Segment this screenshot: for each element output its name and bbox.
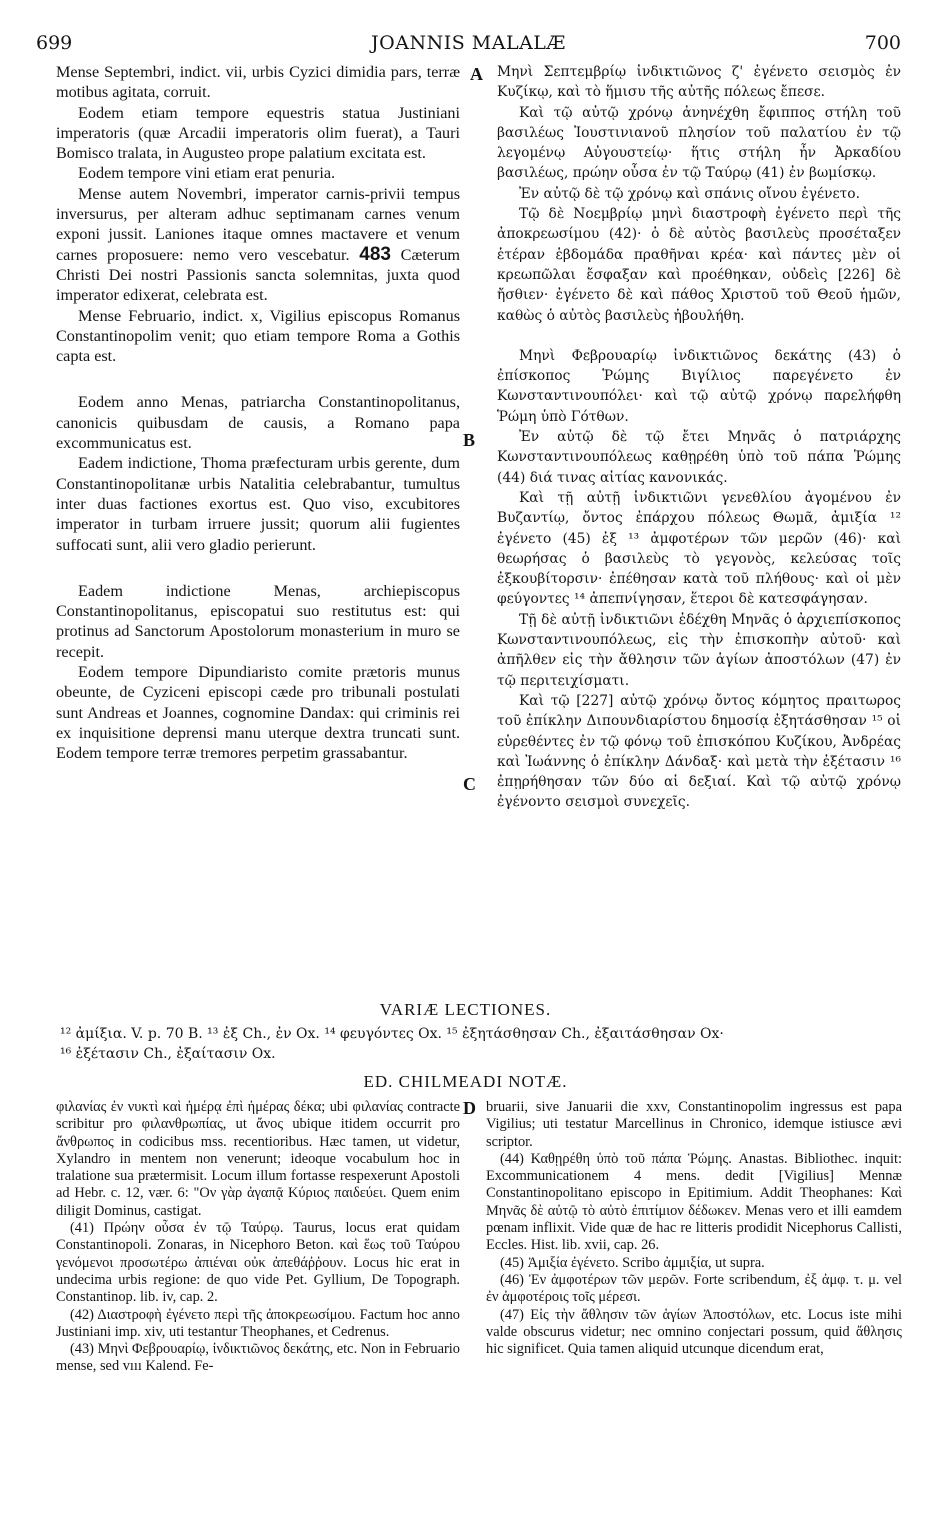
greek-paragraph: Καὶ τῇ αὐτῇ ἰνδικτιῶνι γενεθλίου ἀγομένου ἐν Βυζαντίῳ, ὄντος ἐπάρχου πόλεως Θωμᾶ, ἀμιξία ¹² ἐγένετο (45) ἐξ ¹³ ἀμφοτέρων τῶν μερῶν (46)· καὶ θεωρήσας ὁ βασιλεὺς τὸ γεγονὸς, κελεύσας τοῖς ἐξκουβίτορσιν· ἐπέθησαν κατὰ τοῦ πλήθους· καὶ οἱ μὲν φεύγοντες ¹⁴ ἀπεπνίγησαν, ἕτεροι δὲ κατεσφάγησαν.	[497, 489, 901, 608]
notes-right-column	[486, 1099, 902, 1358]
margin-marker-c: C	[463, 774, 476, 794]
latin-paragraph: Eodem tempore vini etiam erat penuria.	[78, 164, 336, 183]
greek-paragraph: Μηνὶ Σεπτεμβρίῳ ἰνδικτιῶνος ζ' ἐγένετο σεισμὸς ἐν Κυζίκῳ, καὶ τὸ ἥμισυ τῆς αὐτῆς πόλεως ἔπεσε.	[497, 64, 901, 101]
page-number-left: 699	[36, 32, 73, 54]
page-header	[36, 22, 901, 54]
greek-paragraph: Καὶ τῷ [227] αὐτῷ χρόνῳ ὄντος κόμητος πραιτωρος τοῦ ἐπίκλην Διπουνδιαρίστου δημοσίᾳ ἐξητάσθησαν ¹⁵ οἱ εὑρεθέντες ἐν τῷ φόνῳ τοῦ ἐπισκόπου Κυζίκου, Ἀνδρέας καὶ Ἰωάννης ὁ ἐπίκλην Δάνδαξ· καὶ μετὰ τὴν ἐξέτασιν ¹⁶ ἐπῃρήθησαν τῶν δύο αἱ δεξιαί. Καὶ τῷ αὐτῷ χρόνῳ ἐγένοντο σεισμοὶ συνεχεῖς.	[497, 692, 901, 811]
greek-paragraph: Μηνὶ Φεβρουαρίῳ ἰνδικτιῶνος δεκάτης (43) ὁ ἐπίσκοπος Ῥώμης Βιγίλιος παρεγένετο ἐν Κωνσταντινουπόλει· καὶ τῷ αὐτῷ χρόνῳ παρελήφθη Ῥώμη ὑπὸ Γότθων.	[497, 347, 901, 425]
variae-lectiones-text	[60, 1024, 900, 1064]
margin-marker-d: D	[463, 1098, 476, 1118]
latin-paragraph: Eodem tempore Dipundiaristo comite prætoris munus obeunte, de Cyziceni episcopi cæde pro tribunali postulati sunt Andreas et Joannes, cognomine Dandax: qui criminis rei ex inquisitione deprensi manu uterque dextra truncati sunt. Eodem tempore terræ tremores perpetim grassabantur.	[56, 663, 460, 763]
notes-left-column	[56, 1099, 460, 1376]
latin-paragraph: Eodem anno Menas, patriarcha Constantinopolitanus, canonicis quibusdam de causis, a Romano papa excommunicatus est.	[56, 393, 460, 453]
note-paragraph: bruarii, sive Januarii die xxv, Constantinopolim ingressus est papa Vigilius; uti testatur Marcellinus in Chronico, idemque istiusce ævi scriptor.	[486, 1099, 902, 1150]
note-paragraph: (46) Ἐν ἀμφοτέρων τῶν μερῶν. Forte scribendum, ἐξ ἀμφ. τ. μ. vel ἐν ἀμφοτέροις τοῖς μέρεσι.	[486, 1271, 902, 1306]
greek-text-column	[497, 62, 901, 813]
note-paragraph: (45) Ἀμιξία ἐγένετο. Scribo ἀμμιξία, ut supra.	[500, 1254, 765, 1271]
note-paragraph: (47) Εἰς τὴν ἄθλησιν τῶν ἁγίων Ἀποστόλων, etc. Locus iste mihi valde obscurus videtur; nec omnino conjectari possum, quid ἄθλησις hic significet. Quia tamen aliquid utcunque dicendum erat,	[486, 1306, 902, 1358]
variae-line: ¹² ἀμίξια. V. p. 70 B. ¹³ ἐξ Ch., ἐν Ox. ¹⁴ φευγόντες Ox. ¹⁵ ἐξητάσθησαν Ch., ἐξαιτάσθησαν Ox·	[60, 1026, 724, 1042]
greek-paragraph: Ἐν αὐτῷ δὲ τῷ ἔτει Μηνᾶς ὁ πατριάρχης Κωνσταντινουπόλεως καθῃρέθη ὑπὸ τοῦ πάπα Ῥώμης (44) διά τινας αἰτίας κανονικάς.	[497, 429, 901, 486]
latin-paragraph: Mense Septembri, indict. vii, urbis Cyzici dimidia pars, terræ motibus agitata, corruit.	[56, 63, 460, 102]
latin-paragraph: Eadem indictione Menas, archiepiscopus Constantinopolitanus, episcopatui suo restitutus est: qui protinus ad Sanctorum Apostolorum monasterium in muro se recepit.	[56, 581, 460, 661]
running-title: JOANNIS MALALÆ	[371, 32, 566, 54]
latin-paragraph: Eadem indictione, Thoma præfecturam urbis gerente, dum Constantinopolitanæ urbis Natalitia celebrabantur, tumultus inter duas factiones exortus est. Quo viso, excubitores imperator in turbam irruere jussit; quorum alii fugientes suffocati sunt, alii vero gladio perierunt.	[56, 454, 460, 554]
variae-line: ¹⁶ ἐξέτασιν Ch., ἐξαίτασιν Ox.	[60, 1046, 276, 1062]
note-paragraph: φιλανίας ἐν νυκτὶ καὶ ἡμέρᾳ ἐπὶ ἡμέρας δέκα; ubi φιλανίας contracte scribitur pro φιλανθρωπίας, ut ἄνος ubique itidem occurrit pro ἄνθρωπος in codicibus mss. recentioribus. Hæc tamen, ut videtur, Xylandro in mentem non venerunt; ideoque vocabulum hoc in tralatione sua prætermisit. Locum illum fortasse respexerunt Apostoli ad Hebr. c. 12, vær. 6: "Ον γὰρ ἀγαπᾷ Κύριος παιδεύει. Quem enim diligit Dominus, castigat.	[56, 1099, 460, 1219]
variae-lectiones-title: VARIÆ LECTIONES.	[379, 1000, 552, 1019]
latin-paragraph: Mense Februario, indict. x, Vigilius episcopus Romanus Constantinopolim venit; quo etiam tempore Roma a Gothis capta est.	[56, 306, 460, 366]
latin-paragraph: Eodem etiam tempore equestris statua Justiniani imperatoris (quæ Arcadii imperatoris olim fuerat), a Tauri Bomisco tralata, in Augusteo prope palatium excitata est.	[56, 103, 460, 163]
latin-translation-column	[56, 62, 460, 764]
latin-paragraph	[56, 184, 460, 306]
note-paragraph: (42) Διαστροφὴ ἐγένετο περὶ τῆς ἀποκρεωσίμου. Factum hoc anno Justiniani imp. xiv, uti testantur Theophanes, et Cedrenus.	[56, 1306, 460, 1340]
greek-paragraph: Τῷ δὲ Νοεμβρίῳ μηνὶ διαστροφὴ ἐγένετο περὶ τῆς ἀποκρεωσίμου (42)· ὁ δὲ αὐτὸς βασιλεὺς προσέταξεν ἑτέραν ἑβδομάδα πραθῆναι κρέα· καὶ πάντες μὲν οἱ κρεωπῶλαι ἔσφαξαν καὶ προέθηκαν, οὐδεὶς [226] δὲ ἤσθιεν· ἐγένετο δὲ καὶ πάθος Χριστοῦ τοῦ Θεοῦ ἡμῶν, καθὼς ὁ αὐτὸς βασιλεὺς ἠβουλήθη.	[497, 206, 901, 324]
original-page-number: 483	[359, 243, 391, 265]
greek-paragraph: Τῇ δὲ αὐτῇ ἰνδικτιῶνι ἐδέχθη Μηνᾶς ὁ ἀρχιεπίσκοπος Κωνσταντινουπόλεως, εἰς τὴν ἐπισκοπὴν αὐτοῦ· καὶ ἀπῆλθεν εἰς τὴν ἄθλησιν τῶν ἁγίων ἀποστόλων (47) ἐν τῷ περιτειχίσματι.	[497, 611, 901, 689]
latin-text: Cæterum Christi Dei nostri Passionis sancta solemnitas, juxta quod imperator edixerat, celebrata est.	[56, 245, 461, 305]
note-paragraph: (44) Καθῃρέθη ὑπὸ τοῦ πάπα Ῥώμης. Anastas. Bibliothec. inquit: Excommunicationem 4 mens. dedit [Vigilius] Mennæ Constantinopolitano episcopo in Epitimium. Addit Theophanes: Καὶ Μηνᾶς δὲ αὐτῷ τὸ αὐτὸ ἐπιτίμιον δέδωκεν. Menas vero et illi eamdem pœnam inflixit. Vide quæ de hac re litteris prodidit Nicephorus Callisti, Eccles. Hist. lib. xvii, cap. 26.	[486, 1150, 902, 1254]
latin-text: Mense autem Novembri, imperator carnis-privii tempus inversurus, per alteram adhuc septimanam carnes venum exponi jussit. Laniones itaque omnes mactavere et venum carnes proposuere: nemo vero vescebatur.	[56, 184, 460, 264]
margin-marker-a: A	[470, 64, 483, 84]
greek-paragraph: Καὶ τῷ αὐτῷ χρόνῳ ἀνηνέχθη ἔφιππος στήλη τοῦ βασιλέως Ἰουστινιανοῦ πλησίον τοῦ παλατίου ἐν τῷ λεγομένῳ Αὐγουστείῳ· ἥτις στήλη ἦν Ἀρκαδίου βασιλέως, πρώην οὖσα ἐν τῷ Ταύρῳ (41) ἐν βωμίσκῳ.	[497, 104, 901, 182]
margin-marker-b: B	[463, 430, 476, 450]
note-paragraph: (41) Πρώην οὖσα ἐν τῷ Ταύρῳ. Taurus, locus erat quidam Constantinopoli. Zonaras, in Nicephoro Beton. καὶ ἕως τοῦ Ταύρου γενόμενοι προσωτέρω ἀπιέναι οὐκ ἀπεθάῤῥουν. Locus hic erat in undecima urbis regione: de quo vide Pet. Gyllium, De Topograph. Constantinop. lib. iv, cap. 2.	[56, 1220, 460, 1306]
notes-title: ED. CHILMEADI NOTÆ.	[363, 1072, 568, 1091]
note-paragraph: (43) Μηνὶ Φεβρουαρίῳ, ἰνδικτιῶνος δεκάτης, etc. Non in Februario mense, sed vııı Kalend. Fe-	[56, 1341, 460, 1375]
page-number-right: 700	[864, 32, 901, 54]
greek-paragraph: Ἐν αὐτῷ δὲ τῷ χρόνῳ καὶ σπάνις οἴνου ἐγένετο.	[519, 185, 860, 202]
